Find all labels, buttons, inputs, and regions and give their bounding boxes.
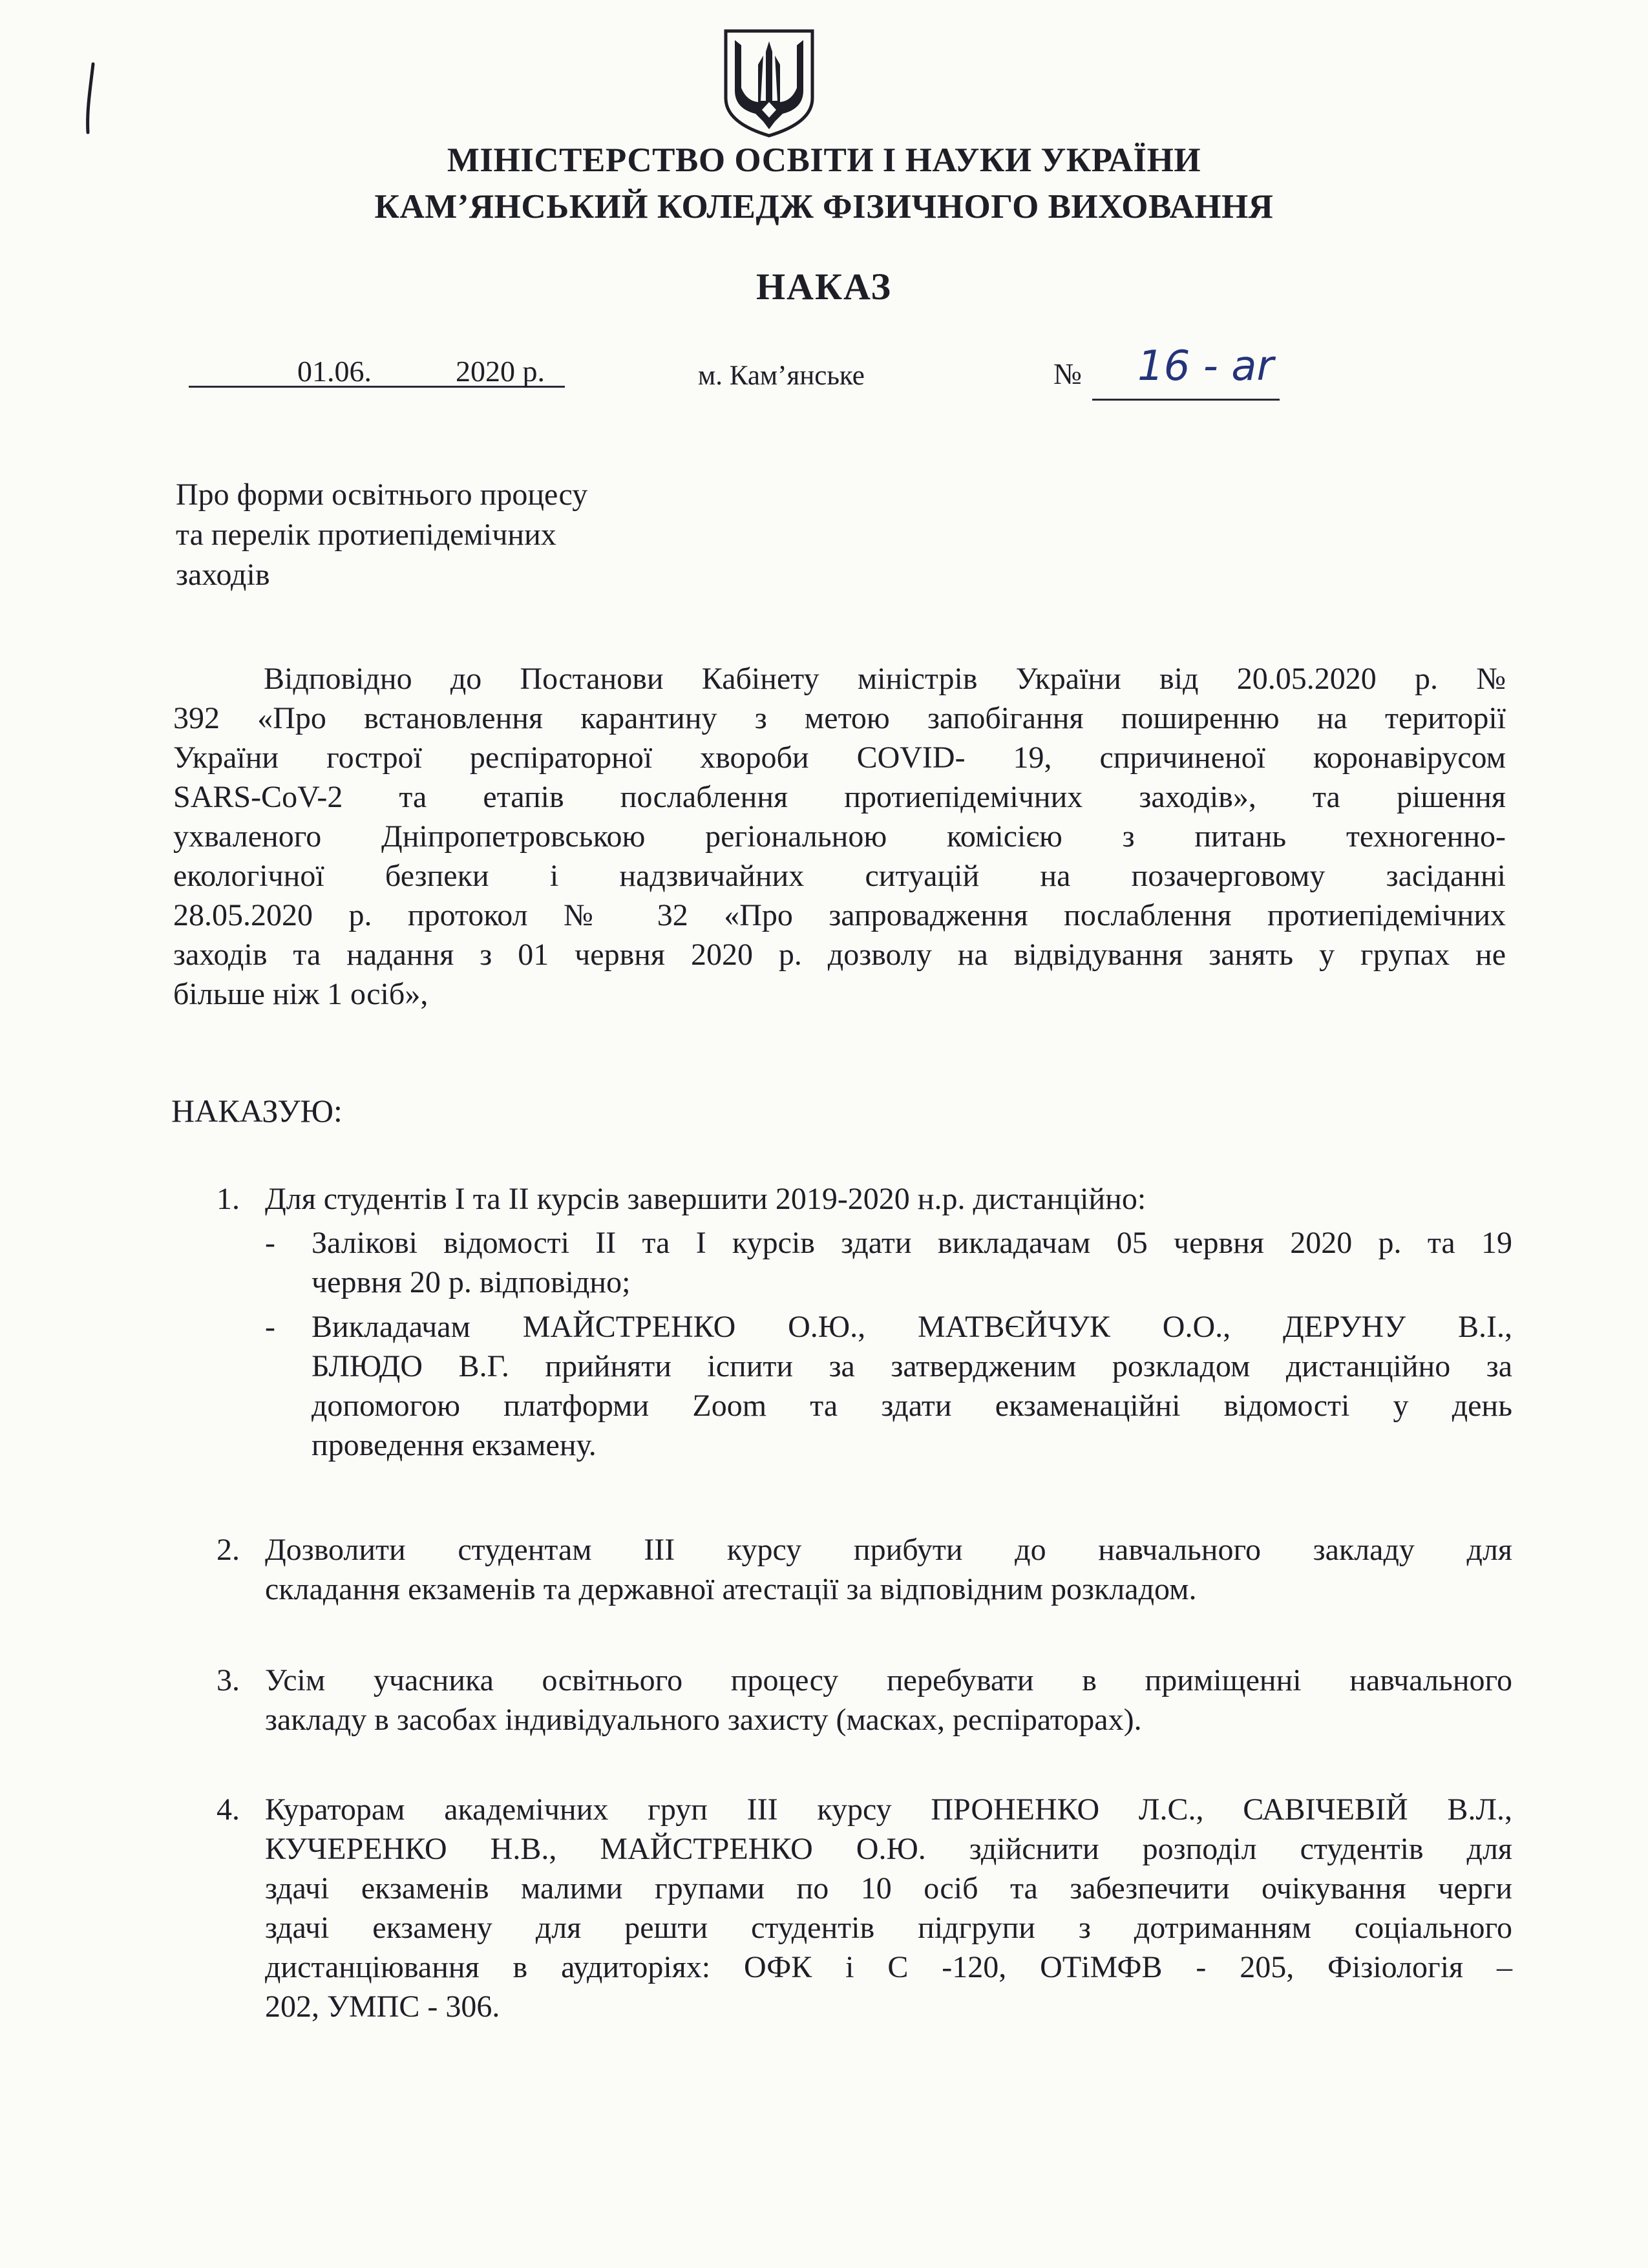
document-title: НАКАЗ: [755, 266, 893, 308]
item-line: закладу в засобах індивідуального захисту (масках, респіраторах).: [265, 1703, 1142, 1737]
subject-line: та перелік протиепідемічних: [176, 518, 556, 552]
item-line: БЛЮДО В.Г. прийняти іспити за затвердженим розкладом дистанційно за: [312, 1349, 1512, 1383]
item-number: 2.: [217, 1533, 240, 1567]
preamble-line: більше ніж 1 осіб»,: [173, 977, 428, 1011]
preamble-paragraph: [173, 659, 1506, 1014]
date-day: 01.06.: [297, 355, 372, 388]
trident-emblem-icon: [721, 26, 818, 139]
item-3-text: [265, 1661, 1512, 1739]
sub-item-dash: -: [265, 1310, 275, 1344]
item-line: КУЧЕРЕНКО Н.В., МАЙСТРЕНКО О.Ю. здійснити розподіл студентів для: [265, 1832, 1512, 1866]
number-label: №: [1053, 357, 1082, 390]
item-line: проведення екзамену.: [312, 1428, 597, 1462]
handwritten-mark-icon: [78, 61, 103, 136]
item-1-sub-1: [312, 1223, 1512, 1302]
item-line: Для студентів І та ІІ курсів завершити 2019-2020 н.р. дистанційно:: [265, 1182, 1146, 1216]
item-line: допомогою платформи Zoom та здати екзаменаційні відомості у день: [312, 1389, 1512, 1423]
sub-item-dash: -: [265, 1226, 275, 1260]
item-line: здачі екзамену для решти студентів підгрупи з дотриманням соціального: [265, 1911, 1512, 1945]
date-year: 2020 р.: [456, 355, 545, 388]
order-word: НАКАЗУЮ:: [171, 1093, 343, 1129]
item-line: складання екзаменів та державної атестації за відповідним розкладом.: [265, 1572, 1197, 1606]
item-number: 1.: [217, 1182, 240, 1216]
item-4-text: [265, 1790, 1512, 2026]
item-line: Викладачам МАЙСТРЕНКО О.Ю., МАТВЄЙЧУК О.О., ДЕРУНУ В.І.,: [312, 1310, 1512, 1344]
preamble-line: 28.05.2020 р. протокол № 32 «Про запровадження послаблення протиепідемічних: [173, 898, 1506, 932]
preamble-line: екологічної безпеки і надзвичайних ситуацій на позачерговому засіданні: [173, 859, 1506, 893]
item-line: Дозволити студентам ІІІ курсу прибути до навчального закладу для: [265, 1533, 1512, 1567]
subject-block: [176, 475, 757, 595]
order-number-handwritten: 16 - ar: [1137, 342, 1274, 390]
item-line: Усім учасника освітнього процесу перебувати в приміщенні навчального: [265, 1663, 1512, 1697]
item-number: 4.: [217, 1792, 240, 1827]
item-1-sub-2: [312, 1307, 1512, 1465]
preamble-line: Відповідно до Постанови Кабінету міністрів України від 20.05.2020 р. №: [264, 662, 1506, 696]
item-line: дистанціювання в аудиторіях: ОФК і С -120, ОТіМФВ - 205, Фізіологія –: [265, 1950, 1512, 1984]
item-line: здачі екзаменів малими групами по 10 осіб та забезпечити очікування черги: [265, 1871, 1512, 1906]
preamble-line: 392 «Про встановлення карантину з метою запобігання поширенню на території: [173, 701, 1506, 735]
number-underline: [1092, 399, 1280, 401]
item-line: 202, УМПС - 306.: [265, 1990, 500, 2024]
ministry-title: МІНІСТЕРСТВО ОСВІТИ І НАУКИ УКРАЇНИ: [447, 142, 1201, 179]
item-line: Кураторам академічних груп ІІІ курсу ПРОНЕНКО Л.С., САВІЧЕВІЙ В.Л.,: [265, 1792, 1512, 1827]
item-1-text: [265, 1179, 1512, 1219]
preamble-line: ухваленого Дніпропетровською регіональною комісією з питань техногенно-: [173, 819, 1506, 854]
preamble-line: заходів та надання з 01 червня 2020 р. дозволу на відвідування занять у групах не: [173, 938, 1506, 972]
item-number: 3.: [217, 1663, 240, 1697]
item-line: червня 20 р. відповідно;: [312, 1265, 631, 1299]
city: м. Кам’янське: [698, 361, 865, 391]
item-line: Залікові відомості ІІ та І курсів здати викладачам 05 червня 2020 р. та 19: [312, 1226, 1512, 1260]
subject-line: заходів: [176, 558, 270, 592]
item-2-text: [265, 1530, 1512, 1609]
subject-line: Про форми освітнього процесу: [176, 478, 588, 512]
preamble-line: SARS-CoV-2 та етапів послаблення протиепідемічних заходів», та рішення: [173, 780, 1506, 814]
college-title: КАМ’ЯНСЬКИЙ КОЛЕДЖ ФІЗИЧНОГО ВИХОВАННЯ: [374, 188, 1274, 226]
preamble-line: України гострої респіраторної хвороби COVID- 19, спричиненої коронавірусом: [173, 740, 1506, 775]
